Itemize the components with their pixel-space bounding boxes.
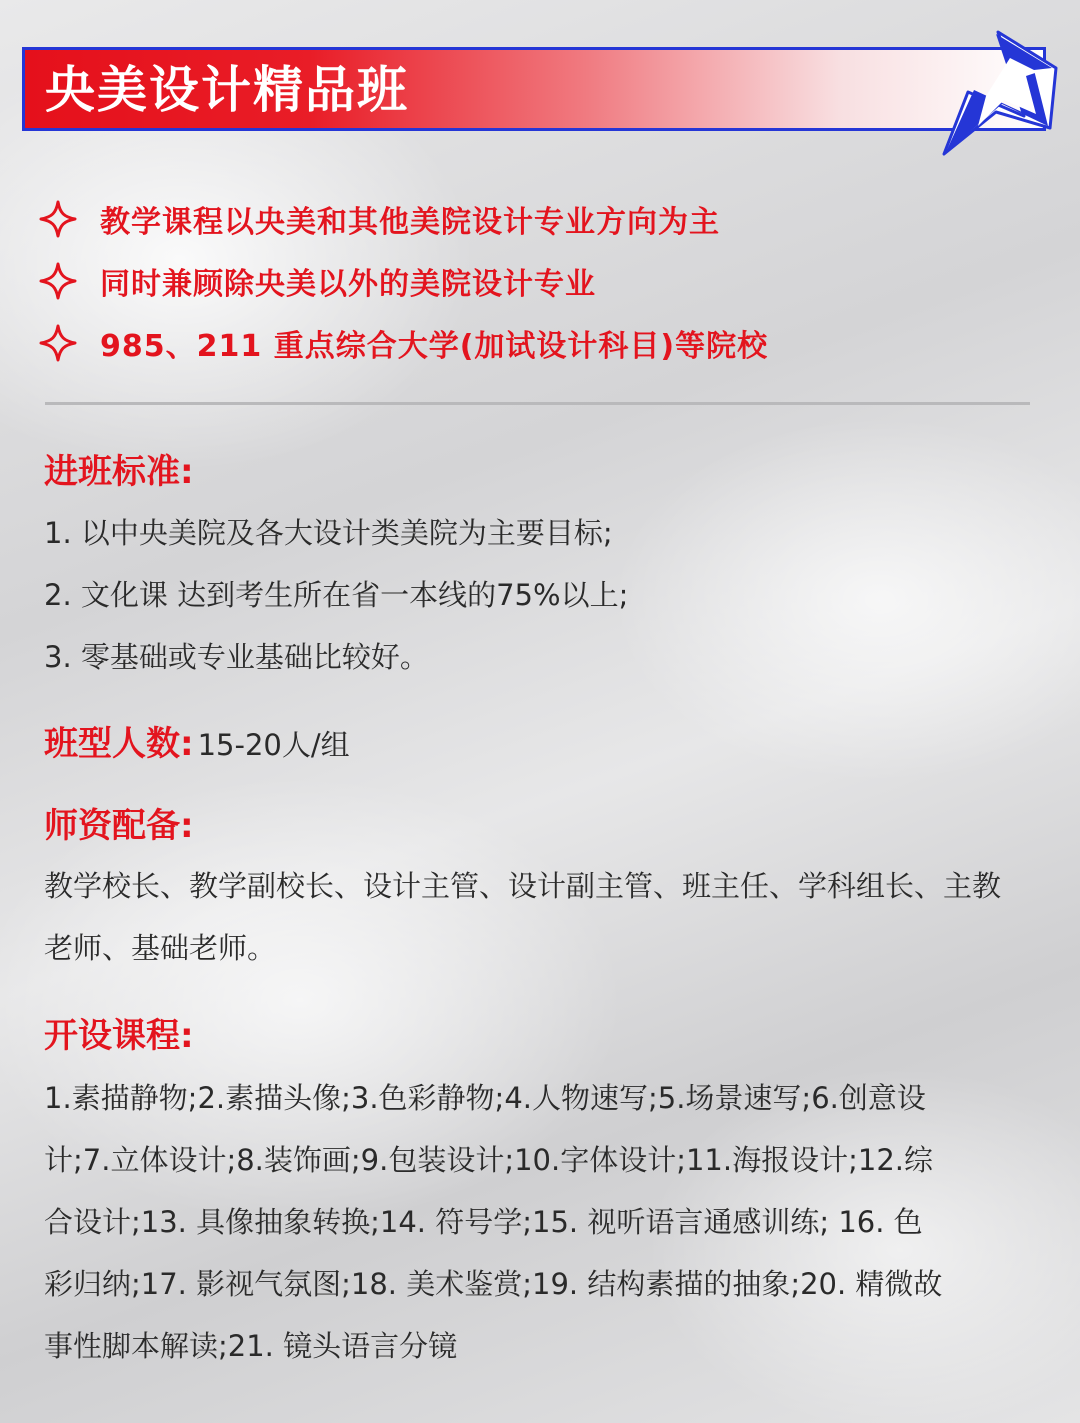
divider (45, 402, 1030, 405)
list-item (38, 250, 768, 312)
highlight-text: 同时兼顾除央美以外的美院设计专业 (100, 267, 596, 302)
text-line: 合设计;13. 具像抽象转换;14. 符号学;15. 视听语言通感训练; 16. 色 (44, 1205, 923, 1239)
entry-list (44, 508, 628, 694)
page-title: 央美设计精品班 (45, 61, 409, 119)
text-line: 老师、基础老师。 (44, 931, 277, 965)
text-line: 事性脚本解读;21. 镜头语言分镜 (44, 1329, 458, 1363)
sparkle-icon (38, 261, 78, 301)
list-item: 3. 零基础或专业基础比较好。 (44, 640, 429, 674)
text-line: 1.素描静物;2.素描头像;3.色彩静物;4.人物速写;5.场景速写;6.创意设 (44, 1081, 926, 1115)
text-line: 计;7.立体设计;8.装饰画;9.包装设计;10.字体设计;11.海报设计;12.综 (44, 1143, 933, 1177)
list-item (38, 312, 768, 374)
class-size-row (44, 716, 350, 765)
faculty-heading: 师资配备: (44, 806, 194, 846)
lightning-bolt-icon (938, 30, 1062, 156)
class-size-value: 15-20人/组 (197, 728, 350, 762)
list-item (38, 188, 768, 250)
highlight-text: 教学课程以央美和其他美院设计专业方向为主 (100, 205, 720, 240)
highlight-text: 985、211 重点综合大学(加试设计科目)等院校 (100, 329, 769, 364)
class-size-heading: 班型人数: (44, 724, 194, 764)
title-banner (22, 47, 1046, 131)
courses-text (44, 1067, 942, 1377)
list-item: 2. 文化课 达到考生所在省一本线的75%以上; (44, 578, 629, 612)
courses-heading: 开设课程: (44, 1016, 194, 1056)
list-item: 1. 以中央美院及各大设计类美院为主要目标; (44, 516, 613, 550)
text-line: 彩归纳;17. 影视气氛图;18. 美术鉴赏;19. 结构素描的抽象;20. 精微故 (44, 1267, 943, 1301)
sparkle-icon (38, 199, 78, 239)
faculty-text (44, 855, 1001, 979)
highlight-list (38, 188, 768, 374)
entry-heading: 进班标准: (44, 452, 194, 492)
text-line: 教学校长、教学副校长、设计主管、设计副主管、班主任、学科组长、主教 (44, 869, 1002, 903)
sparkle-icon (38, 323, 78, 363)
